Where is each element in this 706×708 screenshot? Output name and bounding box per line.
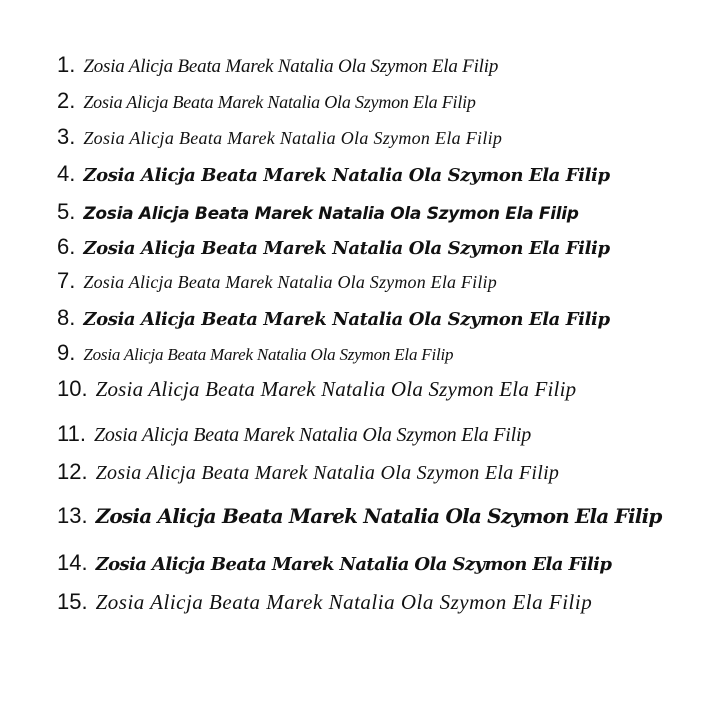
sample-text: Zosia Alicja Beata Marek Natalia Ola Szymon Ela Filip xyxy=(83,56,499,77)
sample-number: 10. xyxy=(57,376,88,401)
sample-number: 2. xyxy=(57,88,76,113)
sample-row-2 xyxy=(57,88,697,114)
sample-text: Zosia Alicja Beata Marek Natalia Ola Szymon Ela Filip xyxy=(83,128,503,148)
sample-text: Zosia Alicja Beata Marek Natalia Ola Szymon Ela Filip xyxy=(83,238,610,259)
sample-number: 11. xyxy=(57,421,86,446)
sample-number: 15. xyxy=(57,589,88,614)
sample-row-9 xyxy=(57,340,697,366)
sample-row-7 xyxy=(57,268,697,294)
sample-number: 14. xyxy=(57,550,88,575)
sample-text: Zosia Alicja Beata Marek Natalia Ola Szymon Ela Filip xyxy=(95,554,612,575)
sample-row-3 xyxy=(57,124,697,150)
sample-text: Zosia Alicja Beata Marek Natalia Ola Szymon Ela Filip xyxy=(83,272,497,292)
sample-number: 3. xyxy=(57,124,76,149)
sample-row-8 xyxy=(57,305,697,331)
sample-row-5 xyxy=(57,199,697,225)
sample-row-13 xyxy=(57,503,697,529)
sample-row-10 xyxy=(57,376,697,402)
sample-row-11 xyxy=(57,421,697,447)
sample-number: 5. xyxy=(57,199,76,224)
sample-row-15 xyxy=(57,589,697,615)
sample-text: Zosia Alicja Beata Marek Natalia Ola Szymon Ela Filip xyxy=(95,462,560,484)
sample-number: 1. xyxy=(57,52,76,77)
sample-number: 8. xyxy=(57,305,76,330)
sample-number: 13. xyxy=(57,503,88,528)
sample-row-4 xyxy=(57,161,697,187)
sample-number: 7. xyxy=(57,268,76,293)
sample-row-14 xyxy=(57,550,697,576)
sample-text: Zosia Alicja Beata Marek Natalia Ola Szymon Ela Filip xyxy=(83,165,610,186)
sample-text: Zosia Alicja Beata Marek Natalia Ola Szymon Ela Filip xyxy=(93,424,532,446)
sample-number: 9. xyxy=(57,340,76,365)
sample-number: 4. xyxy=(57,161,76,186)
sample-text: Zosia Alicja Beata Marek Natalia Ola Szymon Ela Filip xyxy=(83,92,476,112)
sample-row-12 xyxy=(57,459,697,485)
sample-row-6 xyxy=(57,234,697,260)
sample-text: Zosia Alicja Beata Marek Natalia Ola Szymon Ela Filip xyxy=(83,345,454,364)
sample-text: Zosia Alicja Beata Marek Natalia Ola Szymon Ela Filip xyxy=(83,204,579,224)
sample-number: 6. xyxy=(57,234,76,259)
sample-text: Zosia Alicja Beata Marek Natalia Ola Szymon Ela Filip xyxy=(95,504,662,528)
sample-text: Zosia Alicja Beata Marek Natalia Ola Szymon Ela Filip xyxy=(83,309,610,330)
sample-text: Zosia Alicja Beata Marek Natalia Ola Szymon Ela Filip xyxy=(95,590,593,614)
sample-number: 12. xyxy=(57,459,88,484)
sample-row-1 xyxy=(57,52,697,78)
sample-text: Zosia Alicja Beata Marek Natalia Ola Szymon Ela Filip xyxy=(95,377,577,401)
